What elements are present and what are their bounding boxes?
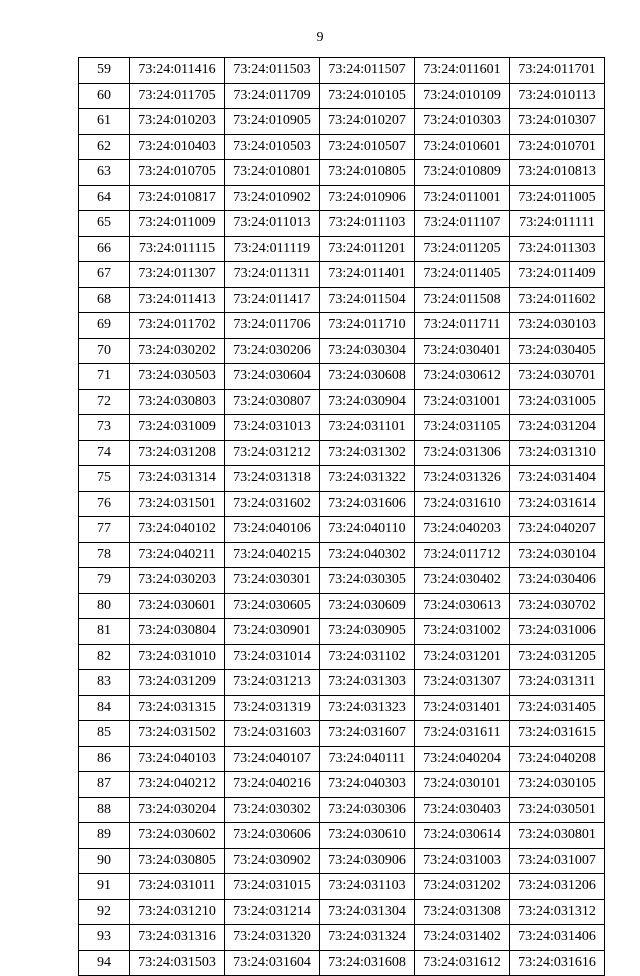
row-number-cell: 61 xyxy=(79,109,130,135)
table-row xyxy=(79,83,605,109)
row-number-cell: 78 xyxy=(79,542,130,568)
cadastral-code-cell: 73:24:040207 xyxy=(510,517,605,543)
table-row xyxy=(79,211,605,237)
table-row xyxy=(79,670,605,696)
cadastral-code-cell: 73:24:030612 xyxy=(415,364,510,390)
page-number: 9 xyxy=(316,30,324,45)
cadastral-code-cell: 73:24:011508 xyxy=(415,287,510,313)
table-row xyxy=(79,287,605,313)
cadastral-code-cell: 73:24:011417 xyxy=(225,287,320,313)
cadastral-code-cell: 73:24:030614 xyxy=(415,823,510,849)
cadastral-code-cell: 73:24:011311 xyxy=(225,262,320,288)
cadastral-code-cell: 73:24:031205 xyxy=(510,644,605,670)
cadastral-code-cell: 73:24:031011 xyxy=(130,874,225,900)
cadastral-code-cell: 73:24:030807 xyxy=(225,389,320,415)
cadastral-code-cell: 73:24:031009 xyxy=(130,415,225,441)
cadastral-code-cell: 73:24:030608 xyxy=(320,364,415,390)
cadastral-code-cell: 73:24:030901 xyxy=(225,619,320,645)
cadastral-code-cell: 73:24:010109 xyxy=(415,83,510,109)
cadastral-code-cell: 73:24:031405 xyxy=(510,695,605,721)
cadastral-code-cell: 73:24:031210 xyxy=(130,899,225,925)
row-number-cell: 60 xyxy=(79,83,130,109)
cadastral-code-cell: 73:24:031319 xyxy=(225,695,320,721)
cadastral-code-cell: 73:24:030403 xyxy=(415,797,510,823)
row-number-cell: 77 xyxy=(79,517,130,543)
row-number-cell: 67 xyxy=(79,262,130,288)
cadastral-code-cell: 73:24:031322 xyxy=(320,466,415,492)
cadastral-code-cell: 73:24:030302 xyxy=(225,797,320,823)
cadastral-code-cell: 73:24:031503 xyxy=(130,950,225,976)
cadastral-table xyxy=(78,57,605,976)
cadastral-code-cell: 73:24:011413 xyxy=(130,287,225,313)
cadastral-code-cell: 73:24:030604 xyxy=(225,364,320,390)
table-row xyxy=(79,491,605,517)
row-number-cell: 66 xyxy=(79,236,130,262)
table-row xyxy=(79,236,605,262)
cadastral-code-cell: 73:24:030905 xyxy=(320,619,415,645)
cadastral-code-cell: 73:24:031502 xyxy=(130,721,225,747)
row-number-cell: 84 xyxy=(79,695,130,721)
row-number-cell: 89 xyxy=(79,823,130,849)
table-row xyxy=(79,823,605,849)
cadastral-code-cell: 73:24:040208 xyxy=(510,746,605,772)
cadastral-code-cell: 73:24:031602 xyxy=(225,491,320,517)
cadastral-code-cell: 73:24:011115 xyxy=(130,236,225,262)
table-row xyxy=(79,593,605,619)
cadastral-code-cell: 73:24:011307 xyxy=(130,262,225,288)
cadastral-code-cell: 73:24:011701 xyxy=(510,58,605,84)
cadastral-code-cell: 73:24:031010 xyxy=(130,644,225,670)
table-row xyxy=(79,874,605,900)
row-number-cell: 72 xyxy=(79,389,130,415)
cadastral-code-cell: 73:24:030606 xyxy=(225,823,320,849)
cadastral-code-cell: 73:24:010303 xyxy=(415,109,510,135)
cadastral-code-cell: 73:24:011709 xyxy=(225,83,320,109)
cadastral-code-cell: 73:24:010507 xyxy=(320,134,415,160)
cadastral-code-cell: 73:24:030610 xyxy=(320,823,415,849)
row-number-cell: 65 xyxy=(79,211,130,237)
row-number-cell: 63 xyxy=(79,160,130,186)
cadastral-code-cell: 73:24:010403 xyxy=(130,134,225,160)
cadastral-code-cell: 73:24:011107 xyxy=(415,211,510,237)
cadastral-code-cell: 73:24:031102 xyxy=(320,644,415,670)
cadastral-code-cell: 73:24:031302 xyxy=(320,440,415,466)
row-number-cell: 73 xyxy=(79,415,130,441)
cadastral-code-cell: 73:24:030301 xyxy=(225,568,320,594)
cadastral-code-cell: 73:24:010105 xyxy=(320,83,415,109)
cadastral-code-cell: 73:24:010906 xyxy=(320,185,415,211)
cadastral-code-cell: 73:24:040103 xyxy=(130,746,225,772)
row-number-cell: 69 xyxy=(79,313,130,339)
row-number-cell: 64 xyxy=(79,185,130,211)
table-row xyxy=(79,262,605,288)
cadastral-code-cell: 73:24:030906 xyxy=(320,848,415,874)
row-number-cell: 94 xyxy=(79,950,130,976)
cadastral-code-cell: 73:24:030204 xyxy=(130,797,225,823)
row-number-cell: 91 xyxy=(79,874,130,900)
cadastral-code-cell: 73:24:030804 xyxy=(130,619,225,645)
row-number-cell: 82 xyxy=(79,644,130,670)
cadastral-code-cell: 73:24:031214 xyxy=(225,899,320,925)
cadastral-code-cell: 73:24:030702 xyxy=(510,593,605,619)
cadastral-code-cell: 73:24:031315 xyxy=(130,695,225,721)
cadastral-code-cell: 73:24:031003 xyxy=(415,848,510,874)
cadastral-code-cell: 73:24:040211 xyxy=(130,542,225,568)
cadastral-code-cell: 73:24:011416 xyxy=(130,58,225,84)
cadastral-code-cell: 73:24:030304 xyxy=(320,338,415,364)
cadastral-code-cell: 73:24:030805 xyxy=(130,848,225,874)
table-row xyxy=(79,58,605,84)
cadastral-code-cell: 73:24:010902 xyxy=(225,185,320,211)
table-row xyxy=(79,619,605,645)
cadastral-code-cell: 73:24:031007 xyxy=(510,848,605,874)
row-number-cell: 79 xyxy=(79,568,130,594)
row-number-cell: 86 xyxy=(79,746,130,772)
cadastral-code-cell: 73:24:030701 xyxy=(510,364,605,390)
cadastral-code-cell: 73:24:040107 xyxy=(225,746,320,772)
cadastral-code-cell: 73:24:031310 xyxy=(510,440,605,466)
cadastral-code-cell: 73:24:031615 xyxy=(510,721,605,747)
cadastral-code-cell: 73:24:031324 xyxy=(320,925,415,951)
cadastral-code-cell: 73:24:011103 xyxy=(320,211,415,237)
cadastral-code-cell: 73:24:010503 xyxy=(225,134,320,160)
table-row xyxy=(79,568,605,594)
table-row xyxy=(79,338,605,364)
table-row xyxy=(79,772,605,798)
cadastral-code-cell: 73:24:011409 xyxy=(510,262,605,288)
cadastral-code-cell: 73:24:030101 xyxy=(415,772,510,798)
cadastral-code-cell: 73:24:040215 xyxy=(225,542,320,568)
cadastral-code-cell: 73:24:030503 xyxy=(130,364,225,390)
cadastral-code-cell: 73:24:031103 xyxy=(320,874,415,900)
cadastral-code-cell: 73:24:010601 xyxy=(415,134,510,160)
cadastral-code-cell: 73:24:011702 xyxy=(130,313,225,339)
cadastral-code-cell: 73:24:031318 xyxy=(225,466,320,492)
row-number-cell: 71 xyxy=(79,364,130,390)
cadastral-code-cell: 73:24:011602 xyxy=(510,287,605,313)
row-number-cell: 75 xyxy=(79,466,130,492)
table-row xyxy=(79,542,605,568)
cadastral-code-cell: 73:24:011111 xyxy=(510,211,605,237)
cadastral-code-cell: 73:24:030104 xyxy=(510,542,605,568)
row-number-cell: 59 xyxy=(79,58,130,84)
table-row xyxy=(79,134,605,160)
cadastral-code-cell: 73:24:040110 xyxy=(320,517,415,543)
cadastral-code-cell: 73:24:030801 xyxy=(510,823,605,849)
cadastral-code-cell: 73:24:030202 xyxy=(130,338,225,364)
cadastral-code-cell: 73:24:031404 xyxy=(510,466,605,492)
row-number-cell: 76 xyxy=(79,491,130,517)
row-number-cell: 87 xyxy=(79,772,130,798)
table-row xyxy=(79,746,605,772)
cadastral-code-cell: 73:24:010813 xyxy=(510,160,605,186)
row-number-cell: 93 xyxy=(79,925,130,951)
cadastral-code-cell: 73:24:030609 xyxy=(320,593,415,619)
cadastral-code-cell: 73:24:010701 xyxy=(510,134,605,160)
cadastral-code-cell: 73:24:031015 xyxy=(225,874,320,900)
table-body xyxy=(79,58,605,976)
cadastral-code-cell: 73:24:031402 xyxy=(415,925,510,951)
cadastral-code-cell: 73:24:010905 xyxy=(225,109,320,135)
cadastral-code-cell: 73:24:031208 xyxy=(130,440,225,466)
cadastral-code-cell: 73:24:030105 xyxy=(510,772,605,798)
cadastral-code-cell: 73:24:031606 xyxy=(320,491,415,517)
cadastral-code-cell: 73:24:010705 xyxy=(130,160,225,186)
table-row xyxy=(79,364,605,390)
cadastral-code-cell: 73:24:040204 xyxy=(415,746,510,772)
cadastral-code-cell: 73:24:031212 xyxy=(225,440,320,466)
table-row xyxy=(79,925,605,951)
cadastral-code-cell: 73:24:031001 xyxy=(415,389,510,415)
row-number-cell: 83 xyxy=(79,670,130,696)
cadastral-code-cell: 73:24:011201 xyxy=(320,236,415,262)
cadastral-code-cell: 73:24:010801 xyxy=(225,160,320,186)
cadastral-code-cell: 73:24:031316 xyxy=(130,925,225,951)
cadastral-code-cell: 73:24:031006 xyxy=(510,619,605,645)
cadastral-code-cell: 73:24:031501 xyxy=(130,491,225,517)
table-row xyxy=(79,109,605,135)
cadastral-code-cell: 73:24:030401 xyxy=(415,338,510,364)
cadastral-code-cell: 73:24:010809 xyxy=(415,160,510,186)
cadastral-code-cell: 73:24:011503 xyxy=(225,58,320,84)
table-row xyxy=(79,695,605,721)
cadastral-code-cell: 73:24:011405 xyxy=(415,262,510,288)
cadastral-code-cell: 73:24:031311 xyxy=(510,670,605,696)
cadastral-code-cell: 73:24:010805 xyxy=(320,160,415,186)
cadastral-code-cell: 73:24:030203 xyxy=(130,568,225,594)
cadastral-code-cell: 73:24:010203 xyxy=(130,109,225,135)
table-row xyxy=(79,950,605,976)
cadastral-code-cell: 73:24:030405 xyxy=(510,338,605,364)
cadastral-code-cell: 73:24:031013 xyxy=(225,415,320,441)
cadastral-code-cell: 73:24:031401 xyxy=(415,695,510,721)
cadastral-code-cell: 73:24:040106 xyxy=(225,517,320,543)
cadastral-code-cell: 73:24:030305 xyxy=(320,568,415,594)
cadastral-code-cell: 73:24:011119 xyxy=(225,236,320,262)
cadastral-code-cell: 73:24:031209 xyxy=(130,670,225,696)
cadastral-code-cell: 73:24:011205 xyxy=(415,236,510,262)
cadastral-code-cell: 73:24:011706 xyxy=(225,313,320,339)
cadastral-code-cell: 73:24:031312 xyxy=(510,899,605,925)
row-number-cell: 70 xyxy=(79,338,130,364)
cadastral-code-cell: 73:24:011601 xyxy=(415,58,510,84)
cadastral-code-cell: 73:24:040302 xyxy=(320,542,415,568)
cadastral-code-cell: 73:24:040303 xyxy=(320,772,415,798)
cadastral-code-cell: 73:24:030902 xyxy=(225,848,320,874)
row-number-cell: 81 xyxy=(79,619,130,645)
cadastral-code-cell: 73:24:031002 xyxy=(415,619,510,645)
table-row xyxy=(79,466,605,492)
cadastral-code-cell: 73:24:030803 xyxy=(130,389,225,415)
cadastral-code-cell: 73:24:031314 xyxy=(130,466,225,492)
cadastral-code-cell: 73:24:031607 xyxy=(320,721,415,747)
cadastral-code-cell: 73:24:031206 xyxy=(510,874,605,900)
cadastral-code-cell: 73:24:031014 xyxy=(225,644,320,670)
cadastral-code-cell: 73:24:031616 xyxy=(510,950,605,976)
cadastral-code-cell: 73:24:031323 xyxy=(320,695,415,721)
cadastral-code-cell: 73:24:031603 xyxy=(225,721,320,747)
table-row xyxy=(79,848,605,874)
cadastral-code-cell: 73:24:011001 xyxy=(415,185,510,211)
row-number-cell: 92 xyxy=(79,899,130,925)
cadastral-code-cell: 73:24:040203 xyxy=(415,517,510,543)
cadastral-code-cell: 73:24:031610 xyxy=(415,491,510,517)
row-number-cell: 68 xyxy=(79,287,130,313)
cadastral-code-cell: 73:24:031320 xyxy=(225,925,320,951)
table-row xyxy=(79,389,605,415)
table-row xyxy=(79,440,605,466)
cadastral-code-cell: 73:24:010307 xyxy=(510,109,605,135)
cadastral-code-cell: 73:24:031101 xyxy=(320,415,415,441)
cadastral-code-cell: 73:24:011005 xyxy=(510,185,605,211)
cadastral-code-cell: 73:24:010113 xyxy=(510,83,605,109)
cadastral-code-cell: 73:24:011504 xyxy=(320,287,415,313)
row-number-cell: 74 xyxy=(79,440,130,466)
cadastral-code-cell: 73:24:031614 xyxy=(510,491,605,517)
table-row xyxy=(79,185,605,211)
cadastral-code-cell: 73:24:030501 xyxy=(510,797,605,823)
table-row xyxy=(79,721,605,747)
table-row xyxy=(79,160,605,186)
cadastral-code-cell: 73:24:030904 xyxy=(320,389,415,415)
cadastral-code-cell: 73:24:031213 xyxy=(225,670,320,696)
cadastral-code-cell: 73:24:031612 xyxy=(415,950,510,976)
cadastral-code-cell: 73:24:040102 xyxy=(130,517,225,543)
cadastral-code-cell: 73:24:031608 xyxy=(320,950,415,976)
cadastral-code-cell: 73:24:011401 xyxy=(320,262,415,288)
cadastral-code-cell: 73:24:031308 xyxy=(415,899,510,925)
cadastral-code-cell: 73:24:031304 xyxy=(320,899,415,925)
cadastral-code-cell: 73:24:011009 xyxy=(130,211,225,237)
row-number-cell: 90 xyxy=(79,848,130,874)
cadastral-code-cell: 73:24:031303 xyxy=(320,670,415,696)
cadastral-code-cell: 73:24:030402 xyxy=(415,568,510,594)
row-number-cell: 85 xyxy=(79,721,130,747)
cadastral-code-cell: 73:24:030406 xyxy=(510,568,605,594)
cadastral-code-cell: 73:24:031204 xyxy=(510,415,605,441)
table-row xyxy=(79,313,605,339)
cadastral-code-cell: 73:24:031604 xyxy=(225,950,320,976)
cadastral-code-cell: 73:24:030605 xyxy=(225,593,320,619)
table-row xyxy=(79,644,605,670)
cadastral-code-cell: 73:24:011303 xyxy=(510,236,605,262)
cadastral-code-cell: 73:24:040216 xyxy=(225,772,320,798)
row-number-cell: 88 xyxy=(79,797,130,823)
cadastral-code-cell: 73:24:031306 xyxy=(415,440,510,466)
cadastral-code-cell: 73:24:031406 xyxy=(510,925,605,951)
cadastral-code-cell: 73:24:010207 xyxy=(320,109,415,135)
row-number-cell: 62 xyxy=(79,134,130,160)
cadastral-code-cell: 73:24:031105 xyxy=(415,415,510,441)
cadastral-code-cell: 73:24:011712 xyxy=(415,542,510,568)
table-row xyxy=(79,415,605,441)
cadastral-code-cell: 73:24:031611 xyxy=(415,721,510,747)
cadastral-code-cell: 73:24:031202 xyxy=(415,874,510,900)
cadastral-code-cell: 73:24:011013 xyxy=(225,211,320,237)
cadastral-code-cell: 73:24:030601 xyxy=(130,593,225,619)
cadastral-code-cell: 73:24:010817 xyxy=(130,185,225,211)
cadastral-code-cell: 73:24:011507 xyxy=(320,58,415,84)
cadastral-code-cell: 73:24:011705 xyxy=(130,83,225,109)
cadastral-code-cell: 73:24:031005 xyxy=(510,389,605,415)
cadastral-code-cell: 73:24:040111 xyxy=(320,746,415,772)
cadastral-code-cell: 73:24:011710 xyxy=(320,313,415,339)
cadastral-code-cell: 73:24:011711 xyxy=(415,313,510,339)
cadastral-code-cell: 73:24:031326 xyxy=(415,466,510,492)
cadastral-code-cell: 73:24:030613 xyxy=(415,593,510,619)
cadastral-code-cell: 73:24:040212 xyxy=(130,772,225,798)
table-row xyxy=(79,797,605,823)
cadastral-code-cell: 73:24:030306 xyxy=(320,797,415,823)
cadastral-code-cell: 73:24:031307 xyxy=(415,670,510,696)
cadastral-code-cell: 73:24:031201 xyxy=(415,644,510,670)
cadastral-code-cell: 73:24:030206 xyxy=(225,338,320,364)
cadastral-code-cell: 73:24:030103 xyxy=(510,313,605,339)
cadastral-code-cell: 73:24:030602 xyxy=(130,823,225,849)
row-number-cell: 80 xyxy=(79,593,130,619)
table-row xyxy=(79,517,605,543)
